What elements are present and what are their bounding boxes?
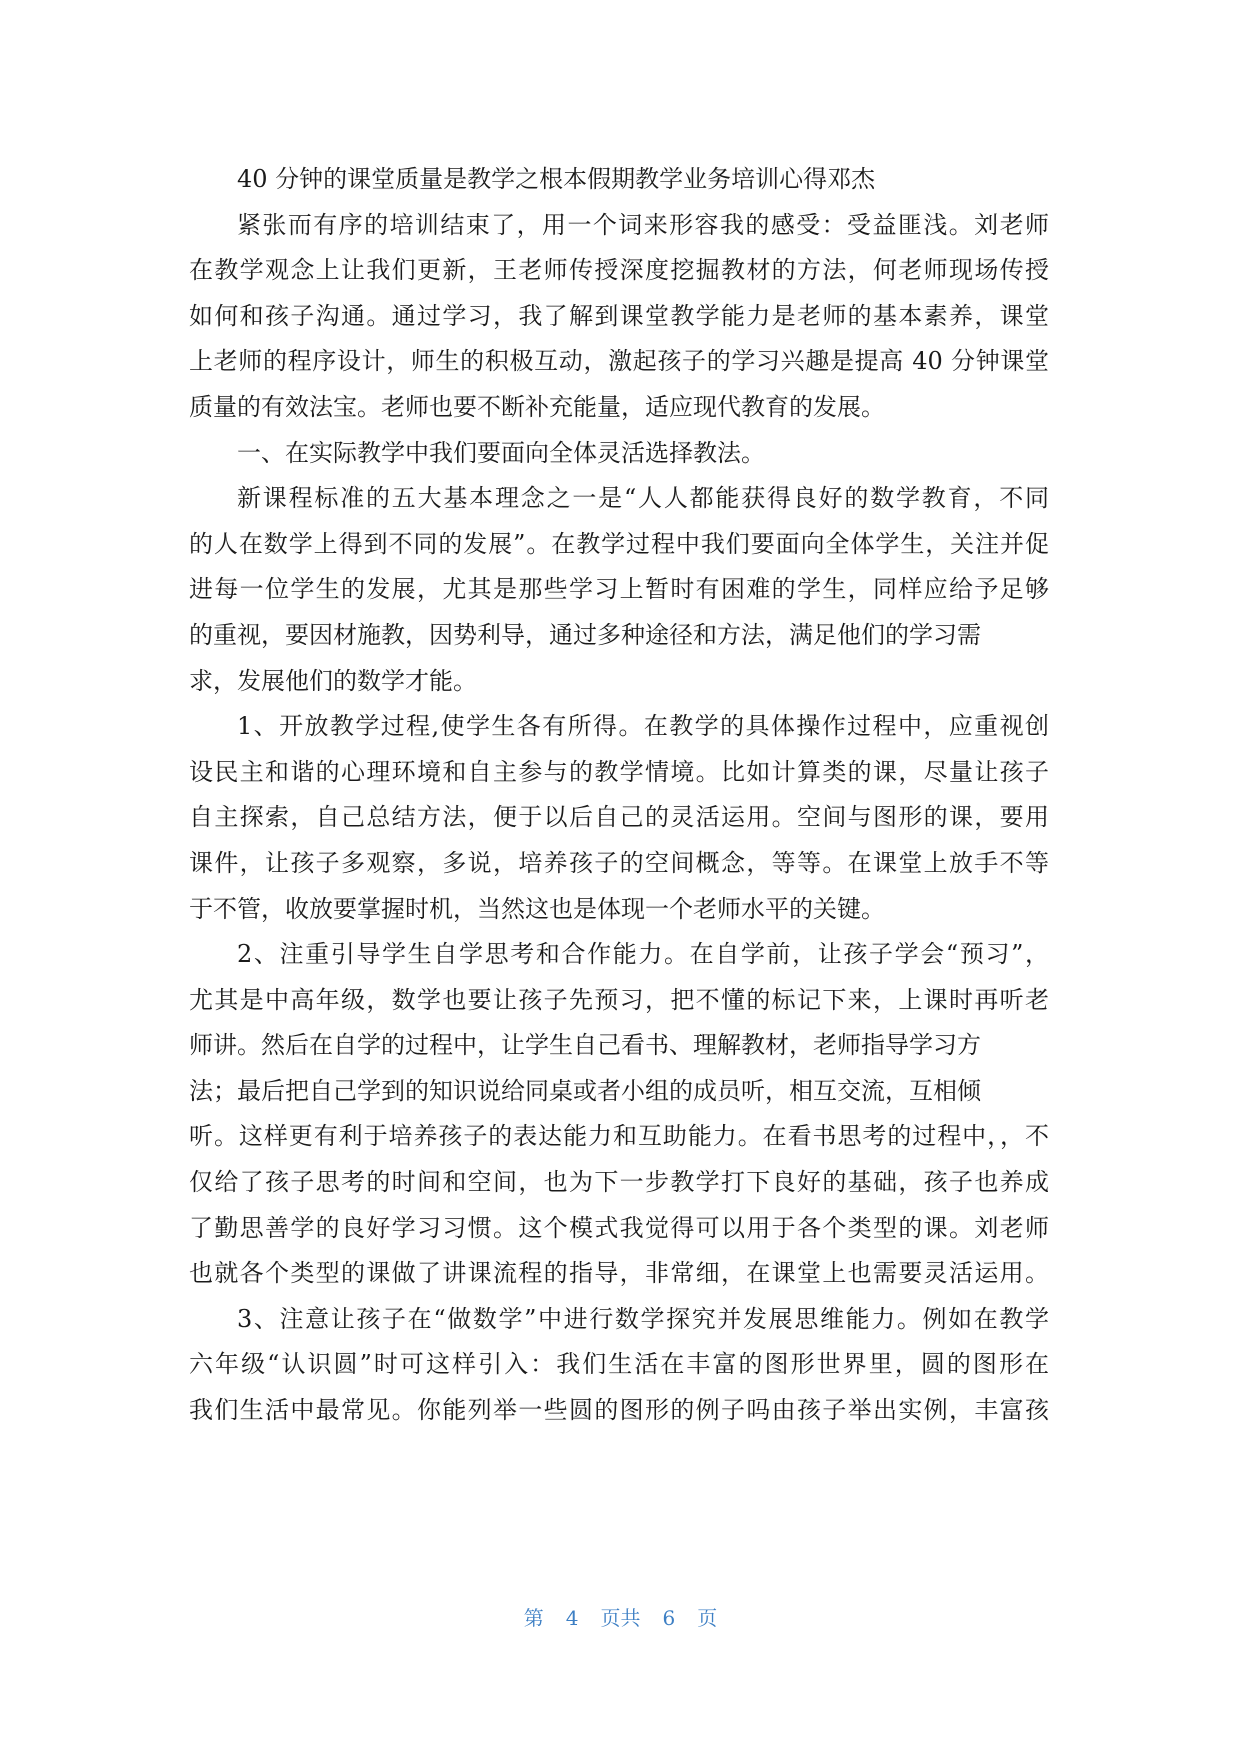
current-page-number: 4: [565, 1606, 579, 1630]
text-line: 新课程标准的五大基本理念之一是“人人都能获得良好的数学教育，不同: [237, 484, 1049, 513]
text-line: 听。这样更有利于培养孩子的表达能力和互助能力。在看书思考的过程中，，不: [189, 1122, 1049, 1151]
total-pages-number: 6: [662, 1606, 676, 1630]
document-body: [189, 157, 1049, 1434]
text-line: 紧张而有序的培训结束了，用一个词来形容我的感受：受益匪浅。刘老师: [237, 210, 1049, 239]
text-line: 师讲。然后在自学的过程中，让学生自己看书、理解教材，老师指导学习方: [189, 1031, 981, 1060]
text-line: 六年级“认识圆”时可这样引入：我们生活在丰富的图形世界里，圆的图形在: [189, 1350, 1049, 1379]
text-line: 求，发展他们的数学才能。: [189, 666, 477, 695]
text-line: 如何和孩子沟通。通过学习，我了解到课堂教学能力是老师的基本素养，课堂: [189, 301, 1049, 330]
footer-suffix: 页: [697, 1606, 718, 1630]
text-line: 的重视，要因材施教，因势利导，通过多种途径和方法，满足他们的学习需: [189, 620, 981, 649]
text-line: 的人在数学上得到不同的发展”。在教学过程中我们要面向全体学生，关注并促: [189, 529, 1049, 558]
text-line: 自主探索，自己总结方法，便于以后自己的灵活运用。空间与图形的课，要用: [189, 803, 1049, 832]
text-line: 也就各个类型的课做了讲课流程的指导，非常细，在课堂上也需要灵活运用。: [189, 1259, 1049, 1288]
text-line: 质量的有效法宝。老师也要不断补充能量，适应现代教育的发展。: [189, 392, 885, 421]
text-line: 上老师的程序设计，师生的积极互动，激起孩子的学习兴趣是提高 40 分钟课堂: [189, 347, 1049, 376]
text-line: 于不管，收放要掌握时机，当然这也是体现一个老师水平的关键。: [189, 894, 885, 923]
text-line: 进每一位学生的发展，尤其是那些学习上暂时有困难的学生，同样应给予足够: [189, 575, 1049, 604]
text-line: 课件，让孩子多观察，多说，培养孩子的空间概念，等等。在课堂上放手不等: [189, 848, 1049, 877]
text-line: 法；最后把自己学到的知识说给同桌或者小组的成员听，相互交流，互相倾: [189, 1076, 981, 1105]
text-line: 一、在实际教学中我们要面向全体灵活选择教法。: [237, 438, 765, 467]
text-line: 40 分钟的课堂质量是教学之根本假期教学业务培训心得邓杰: [237, 165, 876, 193]
text-line: 3、注意让孩子在“做数学”中进行数学探究并发展思维能力。例如在教学: [237, 1304, 1049, 1333]
footer-middle: 页共: [600, 1606, 641, 1630]
text-line: 仅给了孩子思考的时间和空间，也为下一步教学打下良好的基础，孩子也养成: [189, 1168, 1049, 1197]
text-line: 设民主和谐的心理环境和自主参与的教学情境。比如计算类的课，尽量让孩子: [189, 757, 1049, 786]
text-line: 我们生活中最常见。你能列举一些圆的图形的例子吗由孩子举出实例，丰富孩: [189, 1396, 1049, 1425]
text-line: 在教学观念上让我们更新，王老师传授深度挖掘教材的方法，何老师现场传授: [189, 256, 1049, 285]
text-line: 尤其是中高年级，数学也要让孩子先预习，把不懂的标记下来，上课时再听老: [189, 985, 1049, 1014]
page-footer: [0, 1602, 1241, 1631]
text-line: 1、开放教学过程,使学生各有所得。在教学的具体操作过程中，应重视创: [237, 712, 1049, 741]
text-line: 2、注重引导学生自学思考和合作能力。在自学前，让孩子学会“预习”，: [237, 940, 1049, 969]
footer-prefix: 第: [523, 1606, 544, 1630]
text-line: 了勤思善学的良好学习习惯。这个模式我觉得可以用于各个类型的课。刘老师: [189, 1213, 1049, 1242]
